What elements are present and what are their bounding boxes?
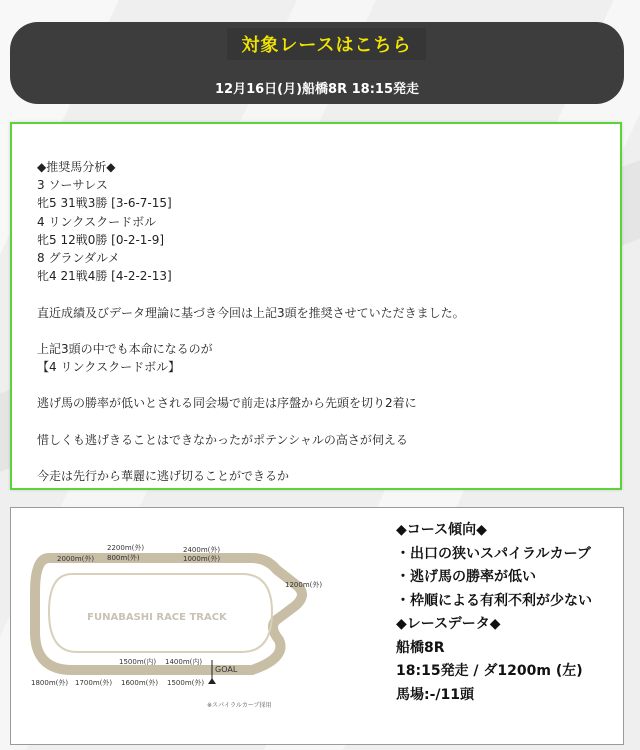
horse-2-name: 4 リンクスクードボル [37, 214, 157, 229]
course-box [10, 507, 624, 745]
track-footnote: ※スパイラルカーブ採用 [207, 702, 272, 709]
label-800m: 800m(外) [107, 554, 140, 562]
analysis-paragraph: 惜しくも逃げきることはできなかったがポテンシャルの高さが伺える [37, 432, 408, 447]
blank-line [37, 449, 465, 467]
label-1700m: 1700m(外) [75, 679, 113, 687]
label-1400m-in: 1400m(内) [165, 658, 203, 666]
label-2000m: 2000m(外) [57, 555, 95, 563]
label-2400m: 2400m(外) [183, 546, 221, 554]
track-map [17, 532, 323, 722]
race-venue: 船橋8R [396, 639, 445, 656]
blank-line [37, 413, 465, 431]
analysis-text [37, 158, 465, 485]
course-info [396, 519, 592, 707]
course-tendency-item: ・出口の狭いスパイラルカーブ [396, 545, 591, 562]
blank-line [37, 376, 465, 394]
target-race-label: 対象レースはこちら [227, 28, 426, 60]
analysis-paragraph: 直近成績及びデータ理論に基づき今回は上記3頭を推奨させていただきました。 [37, 305, 465, 320]
race-data-heading: ◆レースデータ◆ [396, 616, 501, 632]
race-start-distance: 18:15発走 / ダ1200m (左) [396, 663, 583, 679]
label-1500m-out: 1500m(外) [167, 679, 205, 687]
course-tendency-heading: ◆コース傾向◆ [396, 522, 487, 538]
goal-label: GOAL [215, 665, 238, 674]
course-tendency-item: ・逃げ馬の勝率が低い [396, 569, 536, 585]
horse-1-name: 3 ソーサレス [37, 178, 108, 193]
label-2200m: 2200m(外) [107, 544, 145, 552]
label-1000m: 1000m(外) [183, 555, 221, 563]
horse-3-record: 牝4 21戦4勝 [4-2-2-13] [37, 269, 172, 284]
blank-line [37, 285, 465, 303]
horse-2-record: 牝5 12戦0勝 [0-2-1-9] [37, 232, 165, 247]
label-1200m: 1200m(外) [285, 581, 323, 589]
analysis-paragraph: 今走は先行から華麗に逃げ切ることができるか [37, 469, 290, 484]
horse-1-record: 牝5 31戦3勝 [3-6-7-15] [37, 196, 172, 211]
pick-horse: 【4 リンクスクードボル】 [37, 360, 181, 375]
goal-marker [208, 678, 216, 684]
analysis-heading: ◆推奨馬分析◆ [37, 160, 116, 174]
race-field: 馬場:-/11頭 [396, 686, 475, 703]
race-info: 12月16日(月)船橋8R 18:15発走 [214, 82, 420, 97]
label-1800m: 1800m(外) [31, 679, 69, 687]
analysis-paragraph: 上記3頭の中でも本命になるのが [37, 341, 213, 356]
track-name: FUNABASHI RACE TRACK [87, 612, 227, 623]
analysis-paragraph: 逃げ馬の勝率が低いとされる同会場で前走は序盤から先頭を切り2着に [37, 396, 417, 411]
course-tendency-item: ・枠順による有利不利が少ない [396, 592, 592, 609]
analysis-box [10, 122, 622, 490]
blank-line [37, 322, 465, 340]
label-1500m-in: 1500m(内) [119, 658, 157, 666]
horse-3-name: 8 グランダルメ [37, 250, 120, 265]
race-header [10, 22, 624, 104]
label-1600m: 1600m(外) [121, 679, 159, 687]
